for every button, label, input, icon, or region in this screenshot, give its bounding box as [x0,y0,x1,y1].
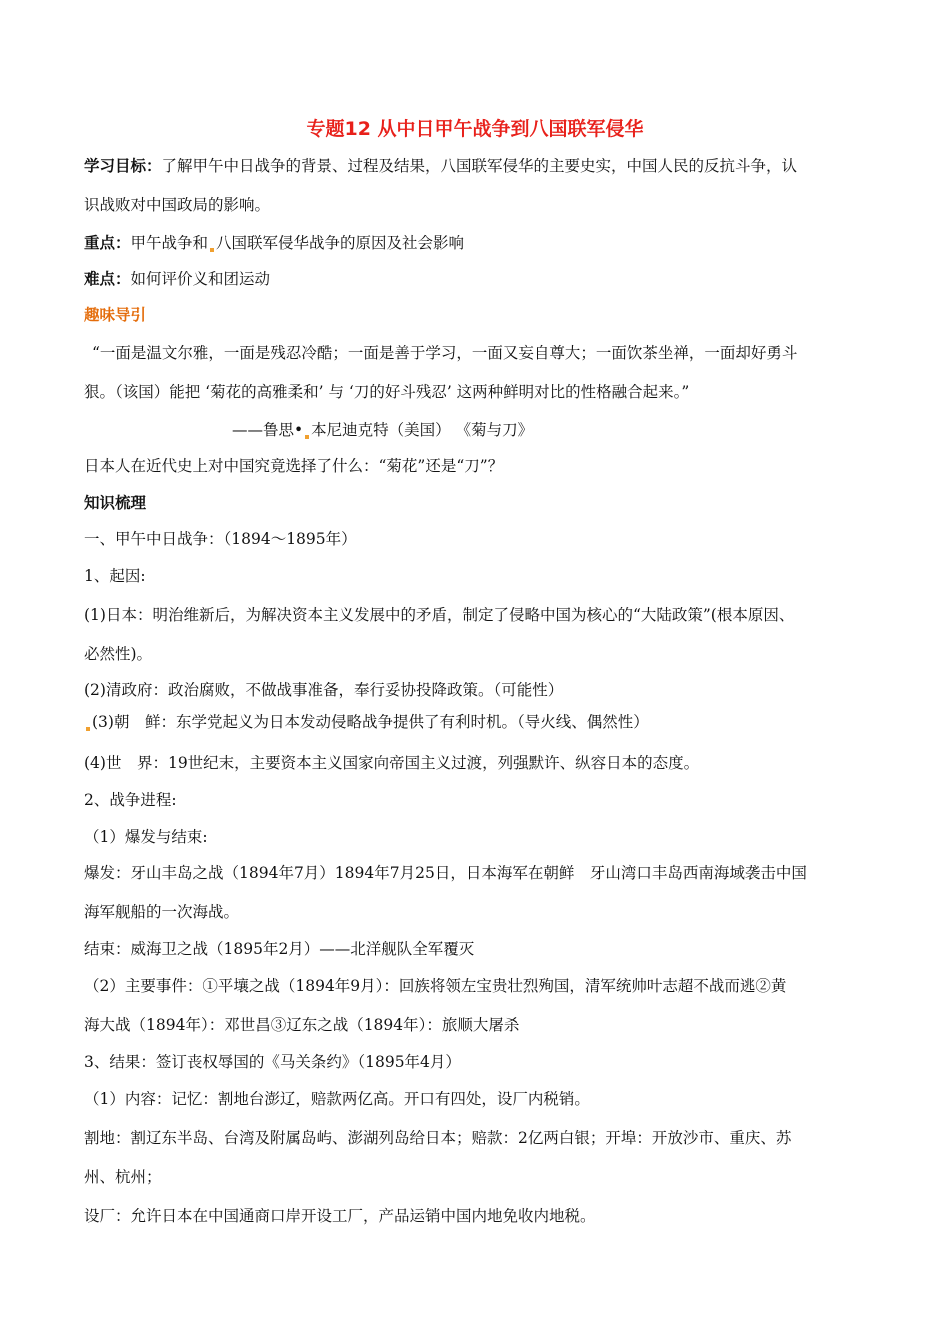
cause-korea: (3)朝 鲜：东学党起义为日本发动侵略战争提供了有利时机。（导火线、偶然性） [92,713,649,731]
cause-heading: 1、起因: [84,567,146,585]
cause-japan-line-1: (1)日本：明治维新后，为解决资本主义发展中的矛盾，制定了侵略中国为核心的“大陆政策”(根本原因、 [84,606,795,624]
objectives-line-2: 识战败对中国政局的影响。 [84,196,271,214]
difficulty-line [84,269,874,289]
treaty-result: 3、结果：签订丧权辱国的《马关条约》（1895年4月） [84,1053,461,1071]
key-points-text-a: 甲午战争和 [130,234,209,252]
page-title: 专题12 从中日甲午战争到八国联军侵华 [306,118,644,140]
factories-line: 设厂：允许日本在中国通商口岸开设工厂，产品运销中国内地免收内地税。 [84,1207,596,1225]
events-line-1: （2）主要事件：①平壤之战（1894年9月）：回族将领左宝贵壮烈殉国，清军统帅叶志超不战而逃②黄 [84,977,787,995]
objectives-line-1 [84,156,874,176]
events-line-2: 海大战（1894年）：邓世昌③辽东之战（1894年）：旅顺大屠杀 [84,1016,520,1034]
attribution-work: 本尼迪克特（美国） 《菊与刀》 [311,421,534,439]
marker-dot-icon [305,435,309,439]
difficulty-text: 如何评价义和团运动 [130,270,271,288]
cause-world: (4)世 界：19世纪末，主要资本主义国家向帝国主义过渡，列强默许、纵容日本的态度。 [84,754,700,772]
treaty-content: （1）内容：记忆：割地台澎辽，赔款两亿高。开口有四处，设厂内税销。 [84,1090,590,1108]
objectives-text-1: 了解甲午中日战争的背景、过程及结果，八国联军侵华的主要史实，中国人民的反抗斗争，认 [161,157,798,175]
outbreak-line-1: 爆发：牙山丰岛之战（1894年7月）1894年7月25日，日本海军在朝鲜 牙山湾口丰岛西南海域袭击中国 [84,864,807,882]
outbreak-line-2: 海军舰船的一次海战。 [84,903,240,921]
marker-dot-icon [210,248,214,252]
key-points-label: 重点： [84,234,131,252]
attribution-author: ——鲁思• [232,421,304,439]
intro-heading: 趣味导引 [84,306,147,324]
cession-line-1: 割地：割辽东半岛、台湾及附属岛屿、澎湖列岛给日本；赔款：2亿两白银；开埠：开放沙市、重庆、苏 [84,1129,792,1147]
objectives-label: 学习目标： [84,157,162,175]
cause-qing: (2)清政府：政治腐败，不做战事准备，奉行妥协投降政策。（可能性） [84,681,564,699]
quote-line-2: 狠。（该国）能把 ‘菊花的高雅柔和’ 与 ‘刀的好斗残忍’ 这两种鲜明对比的性格融合起来。” [84,383,690,401]
section-1-heading: 一、甲午中日战争：（1894～1895年） [84,530,357,548]
cause-japan-line-2: 必然性)。 [84,645,153,663]
cause-korea-line [84,712,874,732]
cession-line-2: 州、杭州； [84,1168,162,1186]
outbreak-end-heading: （1）爆发与结束: [84,828,208,846]
process-heading: 2、战争进程: [84,791,177,809]
marker-dot-icon [86,727,90,731]
knowledge-heading: 知识梳理 [84,494,147,512]
key-points-text-b: 八国联军侵华战争的原因及社会影响 [216,234,465,252]
quote-line-1: “一面是温文尔雅，一面是残忍冷酷；一面是善于学习，一面又妄自尊大；一面饮茶坐禅，一面却好勇斗 [92,344,798,362]
intro-question: 日本人在近代史上对中国究竟选择了什么：“菊花”还是“刀”？ [84,457,504,475]
difficulty-label: 难点： [84,270,131,288]
quote-attribution [232,420,950,440]
war-end: 结束：威海卫之战（1895年2月）——北洋舰队全军覆灭 [84,940,475,958]
key-points-line [84,233,874,253]
